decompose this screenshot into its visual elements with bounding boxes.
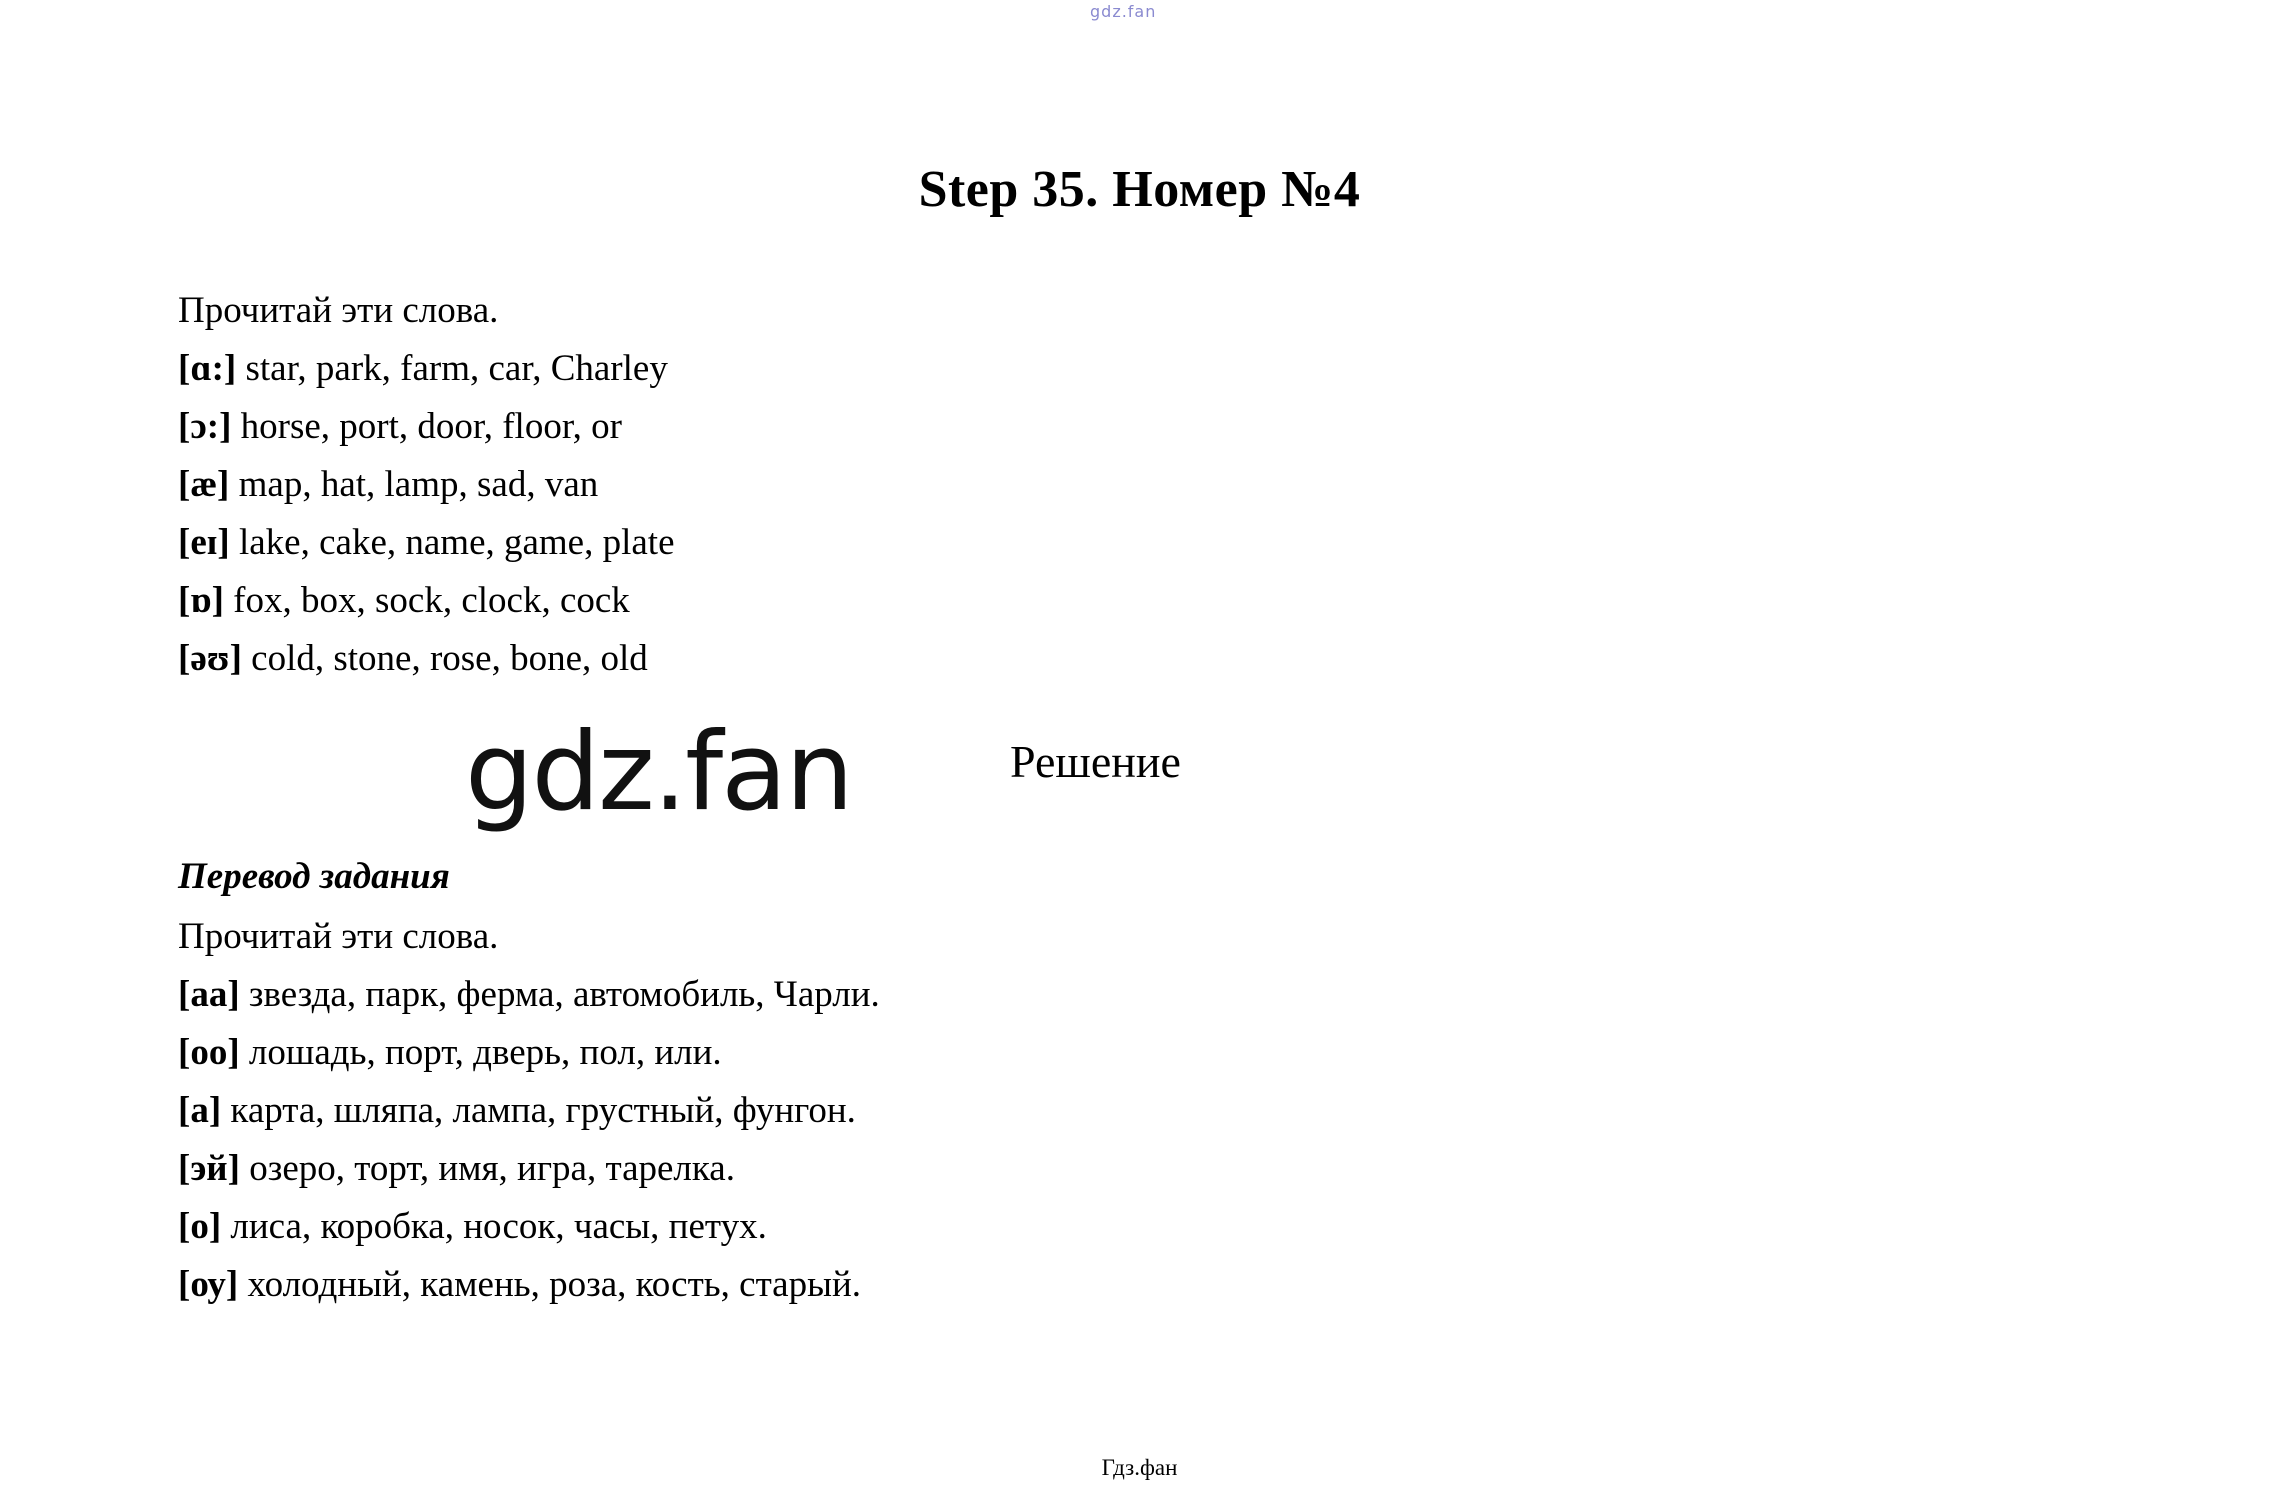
solution-heading: Решение <box>1010 736 1181 787</box>
translated-words: лиса, коробка, носок, часы, петух. <box>230 1206 767 1247</box>
page-title: Step 35. Номер №4 <box>918 161 1361 218</box>
translation-line <box>178 1024 1678 1082</box>
translated-words: озеро, торт, имя, игра, тарелка. <box>249 1148 735 1189</box>
translated-words: карта, шляпа, лампа, грустный, фунгон. <box>230 1090 856 1131</box>
phonetic-symbol: [эй] <box>178 1148 240 1189</box>
phonetic-symbol: [ɔ:] <box>178 406 232 447</box>
phonetic-symbol: [ɑ:] <box>178 348 237 389</box>
center-watermark: gdz.fan <box>465 710 852 835</box>
phonetic-words: horse, port, door, floor, or <box>240 406 622 447</box>
translated-words: звезда, парк, ферма, автомобиль, Чарли. <box>248 974 880 1015</box>
phonetic-symbol: [а] <box>178 1090 222 1131</box>
phonetic-symbol: [əʊ] <box>178 638 242 679</box>
task-line <box>178 630 1678 688</box>
phonetic-symbol: [оо] <box>178 1032 240 1073</box>
phonetic-words: cold, stone, rose, bone, old <box>251 638 648 679</box>
translated-words: холодный, камень, роза, кость, старый. <box>247 1264 862 1305</box>
phonetic-symbol: [ɒ] <box>178 580 224 621</box>
translated-words: лошадь, порт, дверь, пол, или. <box>248 1032 722 1073</box>
phonetic-words: star, park, farm, car, Charley <box>245 348 668 389</box>
translation-line <box>178 1082 1678 1140</box>
translation-block <box>178 908 1678 1314</box>
page-footer: Гдз.фан <box>1101 1455 1178 1480</box>
translation-line <box>178 1198 1678 1256</box>
phonetic-symbol: [аа] <box>178 974 240 1015</box>
task-line <box>178 572 1678 630</box>
phonetic-words: map, hat, lamp, sad, van <box>238 464 599 505</box>
phonetic-symbol: [æ] <box>178 464 230 505</box>
task-block <box>178 282 1678 688</box>
phonetic-symbol: [оу] <box>178 1264 239 1305</box>
task-line <box>178 514 1678 572</box>
translation-line <box>178 966 1678 1024</box>
translation-intro: Прочитай эти слова. <box>178 916 499 957</box>
top-watermark: gdz.fan <box>1090 2 1157 21</box>
task-line <box>178 398 1678 456</box>
phonetic-symbol: [о] <box>178 1206 222 1247</box>
translation-line <box>178 1256 1678 1314</box>
phonetic-words: fox, box, sock, clock, cock <box>233 580 630 621</box>
task-intro: Прочитай эти слова. <box>178 290 499 331</box>
translation-heading: Перевод задания <box>178 856 450 897</box>
phonetic-symbol: [eɪ] <box>178 522 230 563</box>
phonetic-words: lake, cake, name, game, plate <box>238 522 675 563</box>
task-line <box>178 456 1678 514</box>
task-line <box>178 340 1678 398</box>
translation-line <box>178 1140 1678 1198</box>
